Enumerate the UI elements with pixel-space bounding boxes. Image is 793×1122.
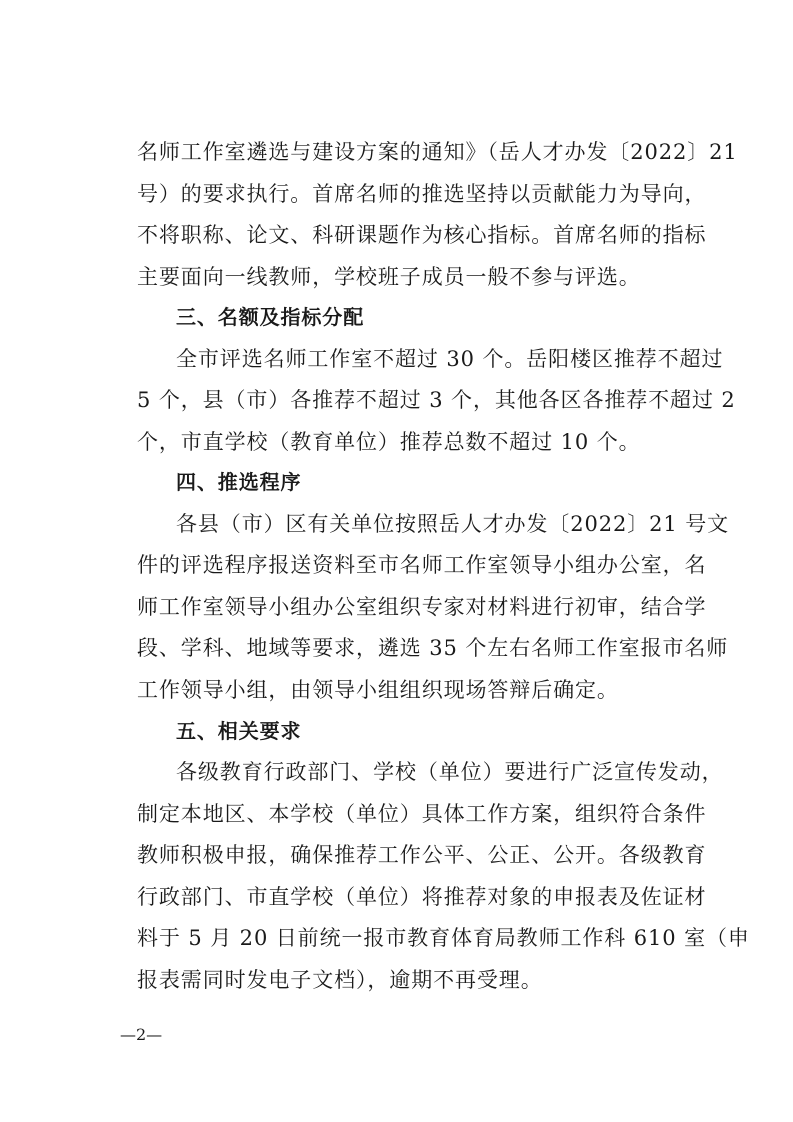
page-number: —2— xyxy=(120,1025,163,1044)
paragraph-line: 个，市直学校（教育单位）推荐总数不超过 10 个。 xyxy=(137,430,641,454)
paragraph-line: 报表需同时发电子文档），逾期不再受理。 xyxy=(137,968,543,992)
paragraph-line: 名师工作室遴选与建设方案的通知》（岳人才办发〔2022〕21 xyxy=(137,140,738,164)
section-heading-requirements: 五、相关要求 xyxy=(176,719,302,743)
paragraph-line: 5 个，县（市）各推荐不超过 3 个，其他各区各推荐不超过 2 xyxy=(137,388,736,412)
paragraph-line: 教师积极申报，确保推荐工作公平、公正、公开。各级教育 xyxy=(137,843,707,867)
paragraph-line: 制定本地区、本学校（单位）具体工作方案，组织符合条件 xyxy=(137,802,707,826)
paragraph-line: 工作领导小组，由领导小组组织现场答辩后确定。 xyxy=(137,678,619,702)
paragraph-line: 各县（市）区有关单位按照岳人才办发〔2022〕21 号文 xyxy=(176,512,730,536)
paragraph-line: 主要面向一线教师，学校班子成员一般不参与评选。 xyxy=(137,265,641,289)
section-heading-quota: 三、名额及指标分配 xyxy=(176,305,365,329)
paragraph-line: 行政部门、市直学校（单位）将推荐对象的申报表及佐证材 xyxy=(137,885,707,909)
paragraph-line: 各级教育行政部门、学校（单位）要进行广泛宣传发动， xyxy=(176,760,724,784)
paragraph-line: 全市评选名师工作室不超过 30 个。岳阳楼区推荐不超过 xyxy=(176,347,724,371)
paragraph-line: 件的评选程序报送资料至市名师工作室领导小组办公室，名 xyxy=(137,553,707,577)
paragraph-line: 号）的要求执行。首席名师的推选坚持以贡献能力为导向， xyxy=(137,182,707,206)
section-heading-procedure: 四、推选程序 xyxy=(176,470,302,494)
paragraph-line: 料于 5 月 20 日前统一报市教育体育局教师工作科 610 室（申 xyxy=(137,926,750,950)
paragraph-line: 师工作室领导小组办公室组织专家对材料进行初审，结合学 xyxy=(137,595,707,619)
paragraph-line: 段、学科、地域等要求，遴选 35 个左右名师工作室报市名师 xyxy=(137,636,729,660)
paragraph-line: 不将职称、论文、科研课题作为核心指标。首席名师的指标 xyxy=(137,223,707,247)
